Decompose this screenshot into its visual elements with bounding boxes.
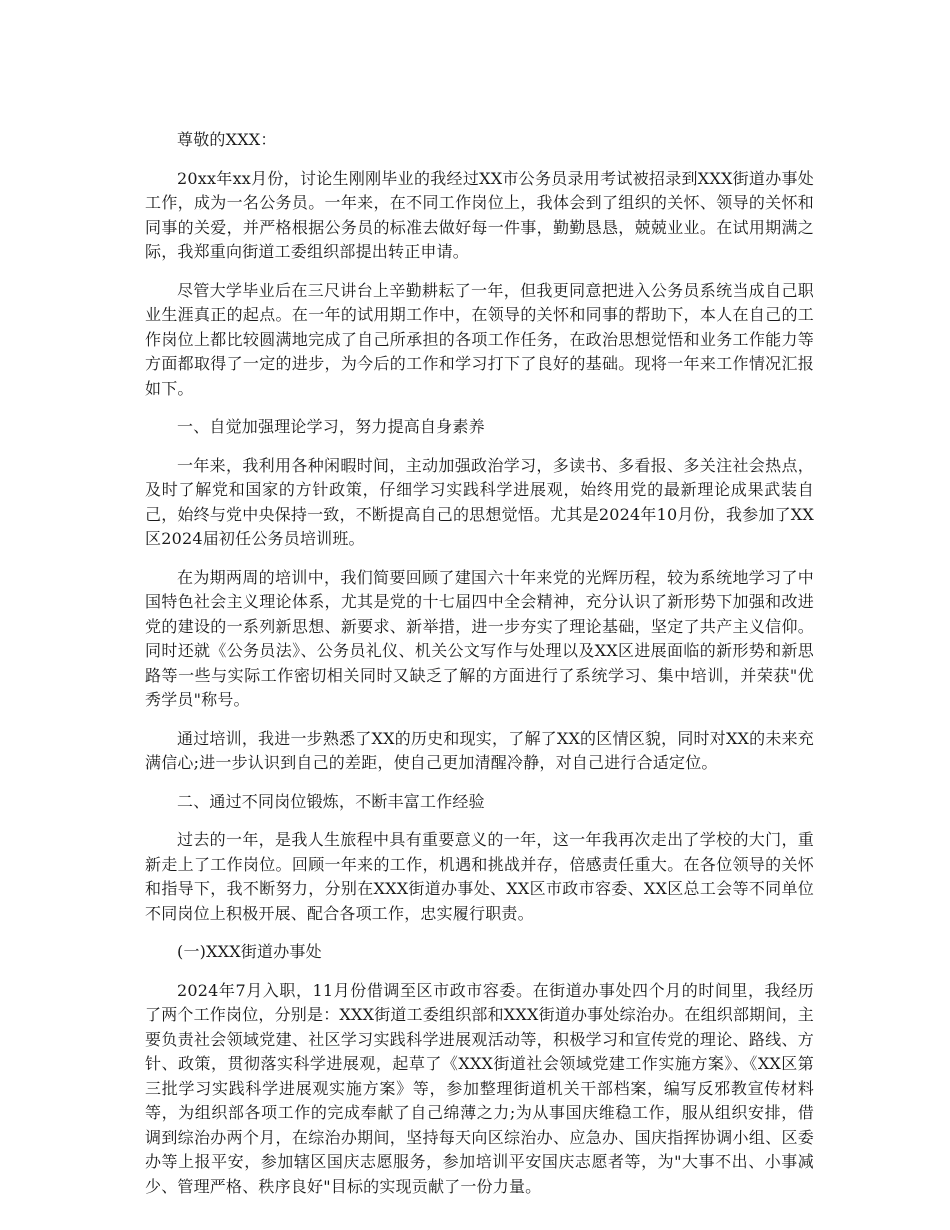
document-body (145, 128, 814, 1199)
paragraph-training-result: 通过培训，我进一步熟悉了XX的历史和现实，了解了XX的区情区貌，同时对XX的未来充满信心;进一步认识到自己的差距，使自己更加清醒冷静，对自己进行合适定位。 (145, 728, 814, 772)
paragraph-starting-point: 尽管大学毕业后在三尺讲台上辛勤耕耘了一年，但我更同意把进入公务员系统当成自己职业生涯真正的起点。在一年的试用期工作中，在领导的关怀和同事的帮助下，本人在自己的工作岗位上都比较圆满地完成了自己所承担的各项工作任务，在政治思想觉悟和业务工作能力等方面都取得了一定的进步，为今后的工作和学习打下了良好的基础。现将一年来工作情况汇报如下。 (145, 280, 814, 398)
section-heading-2: 二、通过不同岗位锻炼，不断丰富工作经验 (177, 791, 485, 811)
section-heading-1: 一、自觉加强理论学习，努力提高自身素养 (177, 417, 485, 436)
paragraph-training: 在为期两周的培训中，我们简要回顾了建国六十年来党的光辉历程，较为系统地学习了中国特色社会主义理论体系，尤其是党的十七届四中全会精神，充分认识了新形势下加强和改进党的建设的一系列新思想、新要求、新举措，进一步夯实了理论基础，坚定了共产主义信仰。同时还就《公务员法》、公务员礼仪、机关公文写作与处理以及XX区进展面临的新形势和新思路等一些与实际工作密切相关同时又缺乏了解的方面进行了系统学习、集中培训，并荣获"优秀学员"称号。 (145, 567, 814, 709)
paragraph-intro: 20xx年xx月份，讨论生刚刚毕业的我经过XX市公务员录用考试被招录到XXX街道办事处工作，成为一名公务员。一年来，在不同工作岗位上，我体会到了组织的关怀、领导的关怀和同事的关爱，并严格根据公务员的标准去做好每一件事，勤勤恳恳，兢兢业业。在试用期满之际，我郑重向街道工委组织部提出转正申请。 (145, 168, 814, 261)
salutation: 尊敬的XXX： (177, 130, 277, 149)
subsection-heading-1: (一)XXX街道办事处 (177, 942, 322, 961)
paragraph-street-office: 2024年7月入职，11月份借调至区市政市容委。在街道办事处四个月的时间里，我经历了两个工作岗位，分别是：XXX街道工委组织部和XXX街道办事处综治办。在组织部期间，主要负责社会领域党建、社区学习实践科学进展观活动等，积极学习和宣传党的理论、路线、方针、政策，贯彻落实科学进展观，起草了《XXX街道社会领域党建工作实施方案》、《XX区第三批学习实践科学进展观实施方案》等，参加整理街道机关干部档案，编写反邪教宣传材料等，为组织部各项工作的完成奉献了自己绵薄之力;为从事国庆维稳工作，服从组织安排，借调到综治办两个月，在综治办期间，坚持每天向区综治办、应急办、国庆指挥协调小组、区委办等上报平安，参加辖区国庆志愿服务，参加培训平安国庆志愿者等，为"大事不出、小事减少、管理严格、秩序良好"目标的实现贡献了一份力量。 (145, 980, 814, 1196)
paragraph-theory-study: 一年来，我利用各种闲暇时间，主动加强政治学习，多读书、多看报、多关注社会热点，及时了解党和国家的方针政策，仔细学习实践科学进展观，始终用党的最新理论成果武装自己，始终与党中央保持一致，不断提高自己的思想觉悟。尤其是2024年10月份，我参加了XX区2024届初任公务员培训班。 (145, 455, 814, 548)
paragraph-past-year: 过去的一年，是我人生旅程中具有重要意义的一年，这一年我再次走出了学校的大门，重新走上了工作岗位。回顾一年来的工作，机遇和挑战并存，倍感责任重大。在各位领导的关怀和指导下，我不断努力，分别在XXX街道办事处、XX区市政市容委、XX区总工会等不同单位不同岗位上积极开展、配合各项工作，忠实履行职责。 (145, 830, 814, 923)
